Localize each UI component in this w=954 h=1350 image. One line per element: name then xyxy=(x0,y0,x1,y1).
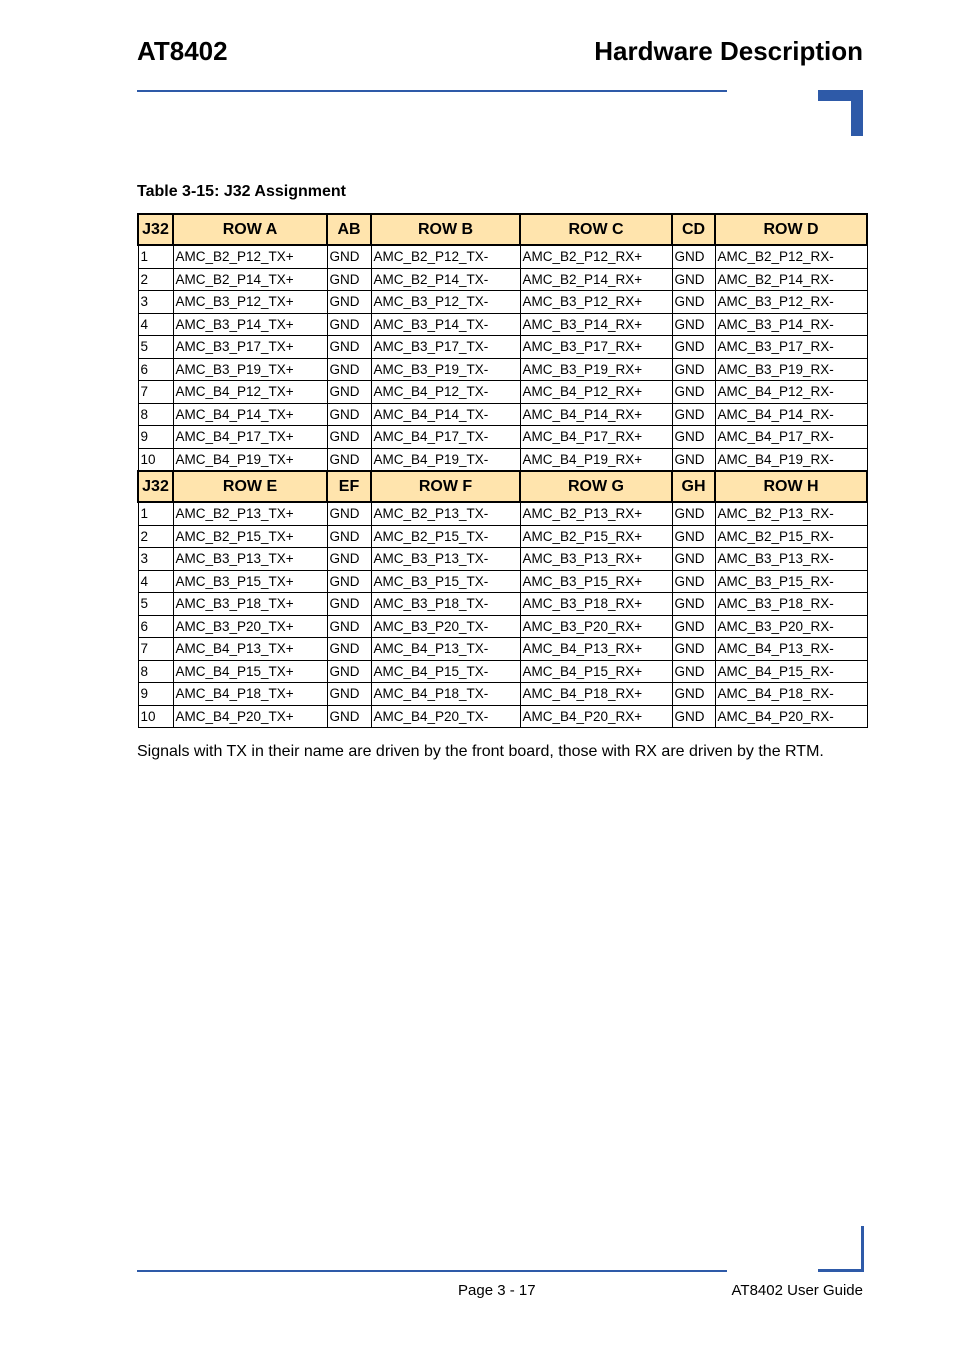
table-cell: GND xyxy=(672,268,715,291)
table-cell: AMC_B4_P20_RX+ xyxy=(520,705,672,728)
table-cell: GND xyxy=(327,381,371,404)
table-cell: GND xyxy=(327,683,371,706)
guide-name: AT8402 User Guide xyxy=(731,1282,863,1299)
table-cell: AMC_B4_P15_RX+ xyxy=(520,660,672,683)
table-header-row xyxy=(138,471,867,502)
table-cell: AMC_B3_P20_RX+ xyxy=(520,615,672,638)
table-cell: GND xyxy=(672,570,715,593)
table-cell: AMC_B3_P15_RX+ xyxy=(520,570,672,593)
signal-note: Signals with TX in their name are driven by the front board, those with RX are driven by the RTM. xyxy=(137,743,824,760)
table-cell: GND xyxy=(672,245,715,268)
table-cell: AMC_B4_P14_TX- xyxy=(371,403,520,426)
table-cell: AMC_B2_P13_TX- xyxy=(371,502,520,525)
table-cell: GND xyxy=(327,291,371,314)
table-cell: GND xyxy=(327,358,371,381)
table-cell: AMC_B4_P20_RX- xyxy=(715,705,867,728)
table-cell: AMC_B4_P18_RX- xyxy=(715,683,867,706)
table-cell: AMC_B2_P14_RX- xyxy=(715,268,867,291)
column-header: ROW A xyxy=(173,214,327,245)
table-cell: 9 xyxy=(138,683,173,706)
table-cell: AMC_B3_P17_TX- xyxy=(371,336,520,359)
table-cell: AMC_B2_P15_RX+ xyxy=(520,525,672,548)
table-cell: AMC_B4_P13_RX+ xyxy=(520,638,672,661)
column-header: ROW D xyxy=(715,214,867,245)
table-cell: GND xyxy=(672,502,715,525)
table-cell: AMC_B3_P17_TX+ xyxy=(173,336,327,359)
table-cell: AMC_B3_P14_RX- xyxy=(715,313,867,336)
table-cell: AMC_B3_P12_RX+ xyxy=(520,291,672,314)
table-row xyxy=(138,245,867,268)
header-corner-mark xyxy=(818,90,863,136)
table-row xyxy=(138,426,867,449)
table-cell: AMC_B4_P12_RX- xyxy=(715,381,867,404)
table-cell: GND xyxy=(327,268,371,291)
header-rule xyxy=(137,90,727,92)
column-header: ROW C xyxy=(520,214,672,245)
table-row xyxy=(138,593,867,616)
table-cell: AMC_B2_P12_TX- xyxy=(371,245,520,268)
page-number: Page 3 - 17 xyxy=(458,1282,536,1299)
table-cell: AMC_B4_P12_TX- xyxy=(371,381,520,404)
table-cell: GND xyxy=(327,525,371,548)
j32-assignment-table xyxy=(137,213,868,728)
table-cell: AMC_B3_P13_TX- xyxy=(371,548,520,571)
table-cell: AMC_B3_P19_RX+ xyxy=(520,358,672,381)
column-header: GH xyxy=(672,471,715,502)
table-row xyxy=(138,615,867,638)
table-cell: AMC_B2_P15_TX+ xyxy=(173,525,327,548)
table-cell: AMC_B2_P15_RX- xyxy=(715,525,867,548)
table-cell: AMC_B2_P14_TX- xyxy=(371,268,520,291)
column-header: ROW B xyxy=(371,214,520,245)
table-row xyxy=(138,570,867,593)
column-header: J32 xyxy=(138,214,173,245)
table-cell: AMC_B4_P14_RX+ xyxy=(520,403,672,426)
table-cell: 9 xyxy=(138,426,173,449)
table-cell: AMC_B3_P18_RX+ xyxy=(520,593,672,616)
table-cell: AMC_B2_P14_TX+ xyxy=(173,268,327,291)
table-cell: AMC_B4_P13_RX- xyxy=(715,638,867,661)
table-cell: GND xyxy=(672,593,715,616)
column-header: J32 xyxy=(138,471,173,502)
column-header: EF xyxy=(327,471,371,502)
table-cell: AMC_B4_P19_TX- xyxy=(371,448,520,471)
table-cell: AMC_B4_P20_TX+ xyxy=(173,705,327,728)
table-cell: AMC_B3_P19_TX- xyxy=(371,358,520,381)
table-cell: GND xyxy=(672,403,715,426)
table-cell: GND xyxy=(672,705,715,728)
footer-rule xyxy=(137,1270,727,1272)
table-cell: AMC_B3_P14_TX- xyxy=(371,313,520,336)
table-row xyxy=(138,313,867,336)
table-cell: AMC_B2_P12_RX+ xyxy=(520,245,672,268)
table-cell: GND xyxy=(327,593,371,616)
table-cell: AMC_B4_P17_TX+ xyxy=(173,426,327,449)
table-cell: GND xyxy=(327,245,371,268)
table-cell: AMC_B4_P17_RX- xyxy=(715,426,867,449)
table-cell: AMC_B3_P20_TX- xyxy=(371,615,520,638)
table-cell: GND xyxy=(672,638,715,661)
table-row xyxy=(138,660,867,683)
table-cell: 3 xyxy=(138,548,173,571)
table-row xyxy=(138,403,867,426)
table-cell: AMC_B3_P14_TX+ xyxy=(173,313,327,336)
table-cell: GND xyxy=(327,615,371,638)
table-cell: AMC_B2_P12_TX+ xyxy=(173,245,327,268)
table-cell: 8 xyxy=(138,660,173,683)
table-header-row xyxy=(138,214,867,245)
footer-corner-mark xyxy=(818,1226,864,1272)
table-row xyxy=(138,268,867,291)
table-cell: AMC_B4_P12_RX+ xyxy=(520,381,672,404)
table-cell: AMC_B4_P17_TX- xyxy=(371,426,520,449)
table-cell: GND xyxy=(672,548,715,571)
table-cell: AMC_B4_P15_RX- xyxy=(715,660,867,683)
table-cell: 5 xyxy=(138,593,173,616)
table-cell: 1 xyxy=(138,245,173,268)
table-cell: AMC_B3_P19_RX- xyxy=(715,358,867,381)
table-row xyxy=(138,525,867,548)
table-row xyxy=(138,638,867,661)
table-cell: GND xyxy=(327,336,371,359)
table-row xyxy=(138,381,867,404)
table-row xyxy=(138,548,867,571)
table-cell: AMC_B4_P19_RX+ xyxy=(520,448,672,471)
table-cell: 10 xyxy=(138,705,173,728)
table-cell: GND xyxy=(672,336,715,359)
table-cell: AMC_B4_P17_RX+ xyxy=(520,426,672,449)
table-cell: GND xyxy=(672,381,715,404)
table-cell: AMC_B3_P15_TX- xyxy=(371,570,520,593)
table-cell: AMC_B4_P14_RX- xyxy=(715,403,867,426)
table-cell: AMC_B4_P19_RX- xyxy=(715,448,867,471)
table-cell: AMC_B3_P17_RX+ xyxy=(520,336,672,359)
table-body xyxy=(138,214,867,728)
table-cell: AMC_B3_P15_RX- xyxy=(715,570,867,593)
table-cell: AMC_B3_P12_RX- xyxy=(715,291,867,314)
table-caption: Table 3-15: J32 Assignment xyxy=(137,183,346,200)
table-cell: 2 xyxy=(138,268,173,291)
table-cell: AMC_B3_P20_RX- xyxy=(715,615,867,638)
table-cell: AMC_B3_P18_TX+ xyxy=(173,593,327,616)
table-cell: AMC_B4_P13_TX+ xyxy=(173,638,327,661)
table-cell: AMC_B4_P20_TX- xyxy=(371,705,520,728)
table-cell: AMC_B4_P18_TX- xyxy=(371,683,520,706)
table-cell: 7 xyxy=(138,381,173,404)
table-cell: GND xyxy=(327,638,371,661)
table-cell: 3 xyxy=(138,291,173,314)
document-title: AT8402 xyxy=(137,36,228,66)
table-cell: 2 xyxy=(138,525,173,548)
table-cell: AMC_B4_P18_TX+ xyxy=(173,683,327,706)
table-cell: GND xyxy=(327,426,371,449)
table-cell: 4 xyxy=(138,313,173,336)
table-cell: AMC_B2_P13_TX+ xyxy=(173,502,327,525)
table-row xyxy=(138,448,867,471)
table-cell: AMC_B3_P20_TX+ xyxy=(173,615,327,638)
table-cell: AMC_B2_P13_RX+ xyxy=(520,502,672,525)
table-cell: AMC_B3_P14_RX+ xyxy=(520,313,672,336)
table-cell: AMC_B4_P14_TX+ xyxy=(173,403,327,426)
table-cell: 10 xyxy=(138,448,173,471)
table-cell: 6 xyxy=(138,615,173,638)
table-cell: AMC_B3_P19_TX+ xyxy=(173,358,327,381)
table-cell: GND xyxy=(672,426,715,449)
table-cell: 5 xyxy=(138,336,173,359)
table-cell: GND xyxy=(327,570,371,593)
table-cell: AMC_B2_P15_TX- xyxy=(371,525,520,548)
table-cell: GND xyxy=(672,358,715,381)
table-cell: GND xyxy=(672,525,715,548)
table-cell: AMC_B3_P18_TX- xyxy=(371,593,520,616)
table-row xyxy=(138,291,867,314)
table-cell: GND xyxy=(327,403,371,426)
table-cell: AMC_B4_P18_RX+ xyxy=(520,683,672,706)
column-header: AB xyxy=(327,214,371,245)
table-cell: GND xyxy=(672,615,715,638)
table-cell: AMC_B4_P19_TX+ xyxy=(173,448,327,471)
table-row xyxy=(138,502,867,525)
table-cell: 1 xyxy=(138,502,173,525)
table-cell: AMC_B4_P15_TX+ xyxy=(173,660,327,683)
table-cell: AMC_B3_P18_RX- xyxy=(715,593,867,616)
table-cell: 8 xyxy=(138,403,173,426)
table-cell: AMC_B2_P14_RX+ xyxy=(520,268,672,291)
table-cell: AMC_B3_P13_TX+ xyxy=(173,548,327,571)
table-cell: GND xyxy=(327,548,371,571)
table-cell: GND xyxy=(327,313,371,336)
table-cell: AMC_B3_P15_TX+ xyxy=(173,570,327,593)
table-cell: AMC_B3_P13_RX+ xyxy=(520,548,672,571)
table-row xyxy=(138,683,867,706)
table-cell: GND xyxy=(672,448,715,471)
table-cell: GND xyxy=(327,448,371,471)
table-row xyxy=(138,358,867,381)
table-cell: AMC_B2_P13_RX- xyxy=(715,502,867,525)
column-header: ROW F xyxy=(371,471,520,502)
table-cell: AMC_B2_P12_RX- xyxy=(715,245,867,268)
table-cell: 4 xyxy=(138,570,173,593)
table-cell: AMC_B3_P13_RX- xyxy=(715,548,867,571)
table-cell: AMC_B3_P17_RX- xyxy=(715,336,867,359)
table-row xyxy=(138,336,867,359)
section-title: Hardware Description xyxy=(594,36,863,66)
table-cell: GND xyxy=(672,683,715,706)
column-header: ROW H xyxy=(715,471,867,502)
table-cell: AMC_B4_P15_TX- xyxy=(371,660,520,683)
table-cell: GND xyxy=(672,313,715,336)
table-cell: GND xyxy=(672,660,715,683)
table-cell: GND xyxy=(672,291,715,314)
column-header: ROW G xyxy=(520,471,672,502)
table-cell: GND xyxy=(327,660,371,683)
table-cell: AMC_B3_P12_TX- xyxy=(371,291,520,314)
table-cell: AMC_B4_P13_TX- xyxy=(371,638,520,661)
table-cell: AMC_B4_P12_TX+ xyxy=(173,381,327,404)
table-row xyxy=(138,705,867,728)
table-cell: 6 xyxy=(138,358,173,381)
table-cell: GND xyxy=(327,705,371,728)
table-cell: 7 xyxy=(138,638,173,661)
table-cell: AMC_B3_P12_TX+ xyxy=(173,291,327,314)
column-header: CD xyxy=(672,214,715,245)
table-cell: GND xyxy=(327,502,371,525)
column-header: ROW E xyxy=(173,471,327,502)
